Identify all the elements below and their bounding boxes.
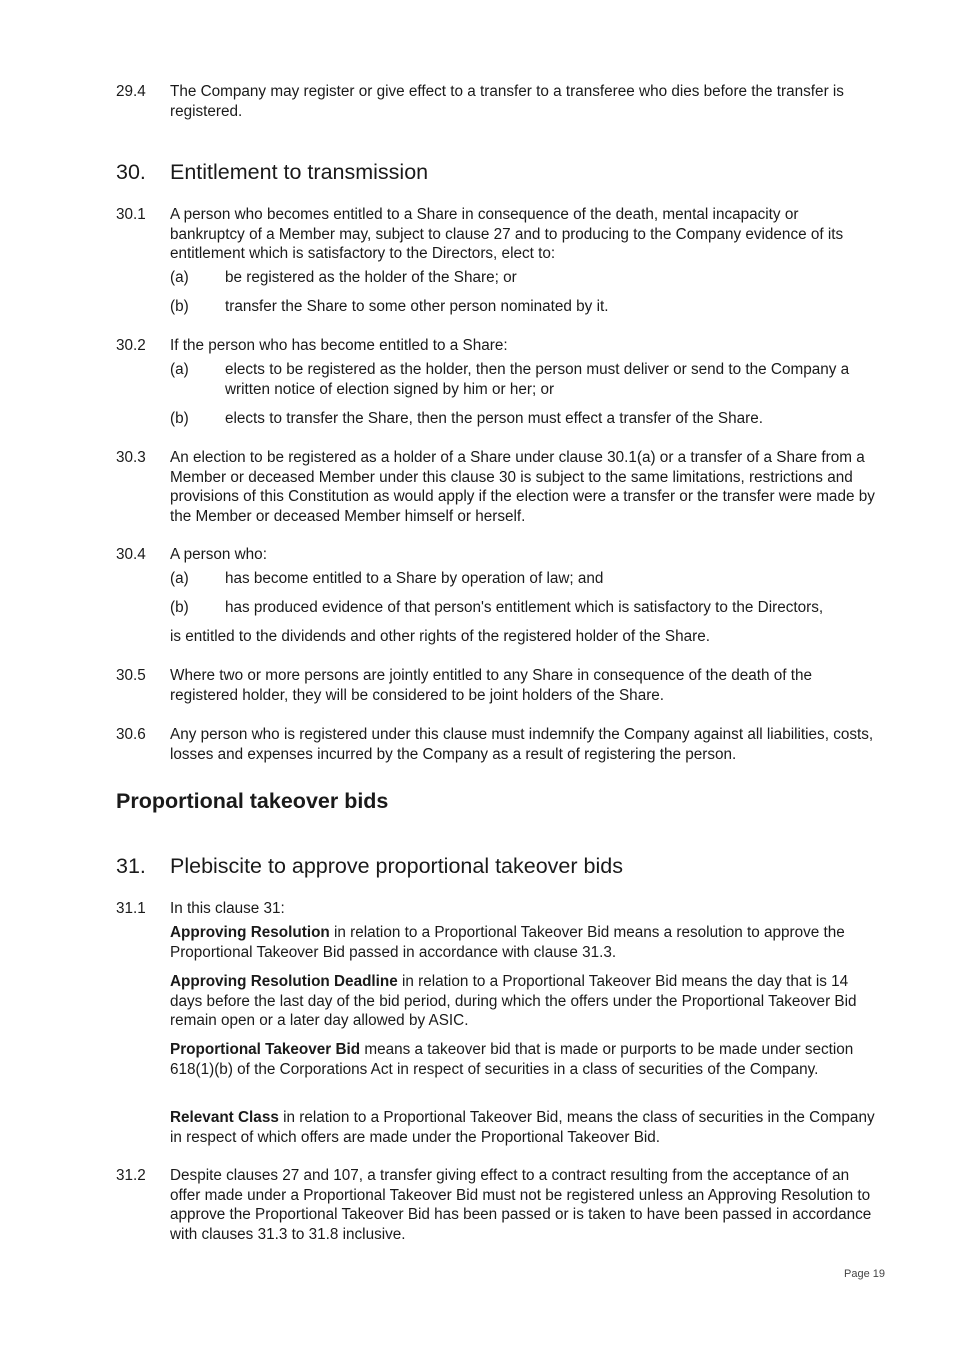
clause-text: Any person who is registered under this clause must indemnify the Company against all liabilities, costs, losses and expenses incurred by the Company as a result of registering the person. [170, 726, 874, 763]
clause-text: Where two or more persons are jointly entitled to any Share in consequence of the death of the registered holder, they will be considered to be joint holders of the Share. [170, 667, 812, 704]
clause-text: Despite clauses 27 and 107, a transfer giving effect to a contract resulting from the acceptance of an offer made under a Proportional Takeover Bid must not be registered unless an Approving Resolution to approve the Proportional Takeover Bid has been passed or is taken to have been passed in accordance with clauses 31.3 to 31.8 inclusive. [170, 1167, 872, 1243]
definition-approving-resolution-deadline [170, 972, 875, 1031]
item-text: be registered as the holder of the Share; or [225, 269, 517, 286]
clause-text: In this clause 31: [170, 900, 285, 917]
definition-term: Relevant Class [170, 1109, 279, 1126]
definition-text: in relation to a Proportional Takeover Bid means a resolution to approve the Proportional Takeover Bid passed in accordance with clause 31.3. [170, 924, 845, 961]
item-text: has produced evidence of that person's entitlement which is satisfactory to the Directors, [225, 599, 824, 616]
definition-term: Proportional Takeover Bid [170, 1041, 361, 1058]
clause-number: 31.1 [116, 900, 146, 917]
clause-number: 30.3 [116, 449, 146, 466]
heading-number: 31. [116, 854, 146, 878]
definition-text: in relation to a Proportional Takeover Bid means the day that is 14 days before the last day of the bid period, during which the offers under the Proportional Takeover Bid remain open or a later day allowed by ASIC. [170, 973, 857, 1029]
item-label: (b) [170, 298, 189, 315]
definition-term: Approving Resolution [170, 924, 330, 941]
definition-proportional-takeover-bid [170, 1040, 875, 1079]
clause-text: The Company may register or give effect to a transfer to a transferee who dies before the transfer is registered. [170, 83, 844, 120]
item-text: has become entitled to a Share by operation of law; and [225, 570, 604, 587]
heading-title: Plebiscite to approve proportional takeover bids [170, 854, 623, 878]
definition-text: means a takeover bid that is made or purports to be made under section 618(1)(b) of the Corporations Act in respect of securities in a class of securities of the Company. [170, 1041, 854, 1078]
clause-number: 30.6 [116, 726, 146, 743]
page-number: Page 19 [844, 1268, 885, 1280]
clause-number: 29.4 [116, 83, 146, 100]
clause-number: 30.2 [116, 337, 146, 354]
section-title: Proportional takeover bids [116, 789, 389, 813]
item-text: elects to transfer the Share, then the person must effect a transfer of the Share. [225, 410, 763, 427]
item-label: (b) [170, 410, 189, 427]
definition-approving-resolution [170, 923, 875, 962]
clause-number: 30.1 [116, 206, 146, 223]
clause-text: A person who: [170, 546, 267, 563]
clause-number: 31.2 [116, 1167, 146, 1184]
definition-term: Approving Resolution Deadline [170, 973, 398, 990]
item-label: (b) [170, 599, 189, 616]
clause-text: An election to be registered as a holder of a Share under clause 30.1(a) or a transfer of a Share from a Member or deceased Member under this clause 30 is subject to the same limitations, restrictions and provisions of this Constitution as would apply if the election were a transfer or the transfer were made by the Member or deceased Member himself or herself. [170, 449, 875, 525]
heading-title: Entitlement to transmission [170, 160, 429, 184]
definition-text: in relation to a Proportional Takeover Bid, means the class of securities in the Company in respect of which offers are made under the Proportional Takeover Bid. [170, 1109, 875, 1146]
clause-closing-text: is entitled to the dividends and other rights of the registered holder of the Share. [170, 628, 710, 645]
item-text: transfer the Share to some other person nominated by it. [225, 298, 609, 315]
clause-number: 30.4 [116, 546, 146, 563]
item-label: (a) [170, 570, 189, 587]
clause-text: A person who becomes entitled to a Share in consequence of the death, mental incapacity or bankruptcy of a Member may, subject to clause 27 and to producing to the Company evidence of its entitlement which is satisfactory to the Directors, elect to: [170, 206, 844, 262]
item-label: (a) [170, 361, 189, 378]
definition-relevant-class [170, 1108, 875, 1147]
item-text: elects to be registered as the holder, then the person must deliver or send to the Company a written notice of election signed by him or her; or [225, 361, 850, 398]
item-label: (a) [170, 269, 189, 286]
heading-number: 30. [116, 160, 146, 184]
clause-text: If the person who has become entitled to a Share: [170, 337, 508, 354]
clause-number: 30.5 [116, 667, 146, 684]
